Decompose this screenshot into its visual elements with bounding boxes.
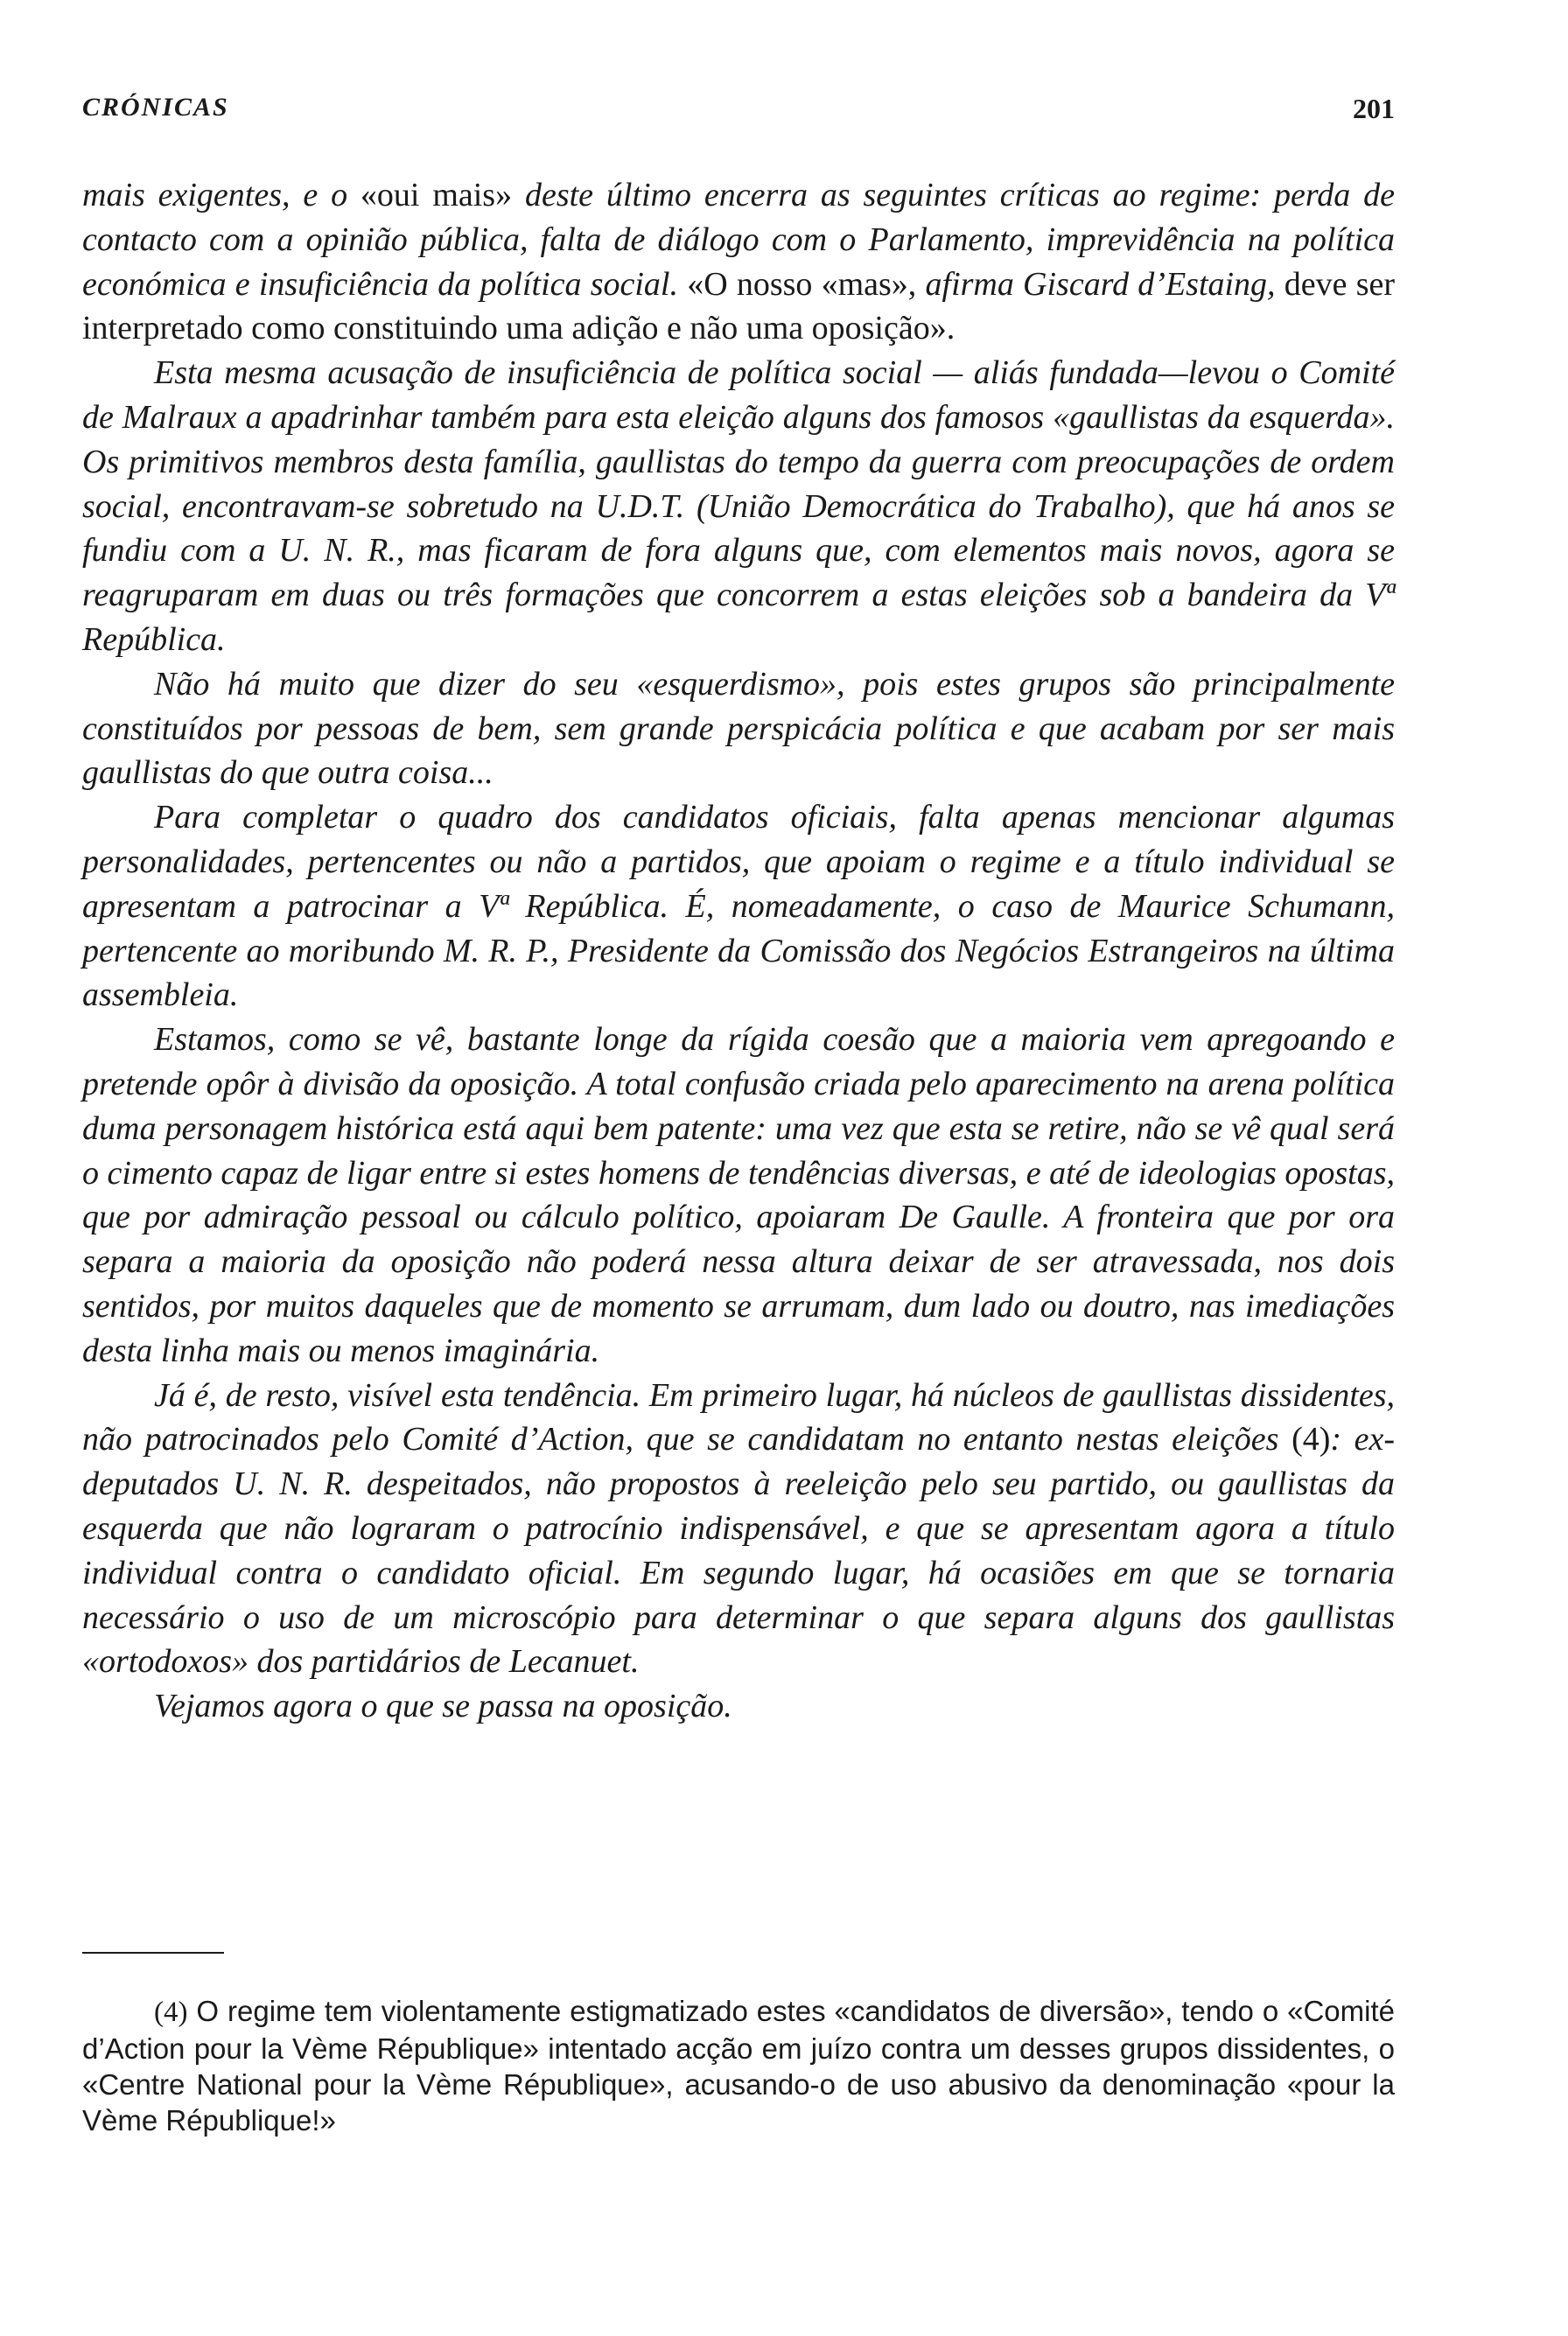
paragraph-1-part-f: deve ser interpretado como constituindo uma adição e não uma oposição». [82, 265, 1396, 347]
running-head [82, 84, 1395, 128]
paragraph-1 [82, 173, 1395, 351]
paragraph-4: Para completar o quadro dos candidatos oficiais, falta apenas mencionar algumas personalidades, pertencentes ou não a partidos, que apoiam o regime e a título individual se apresentam a patrocinar a Vª República. É, nomeadamente, o caso de Maurice Schumann, pertencente ao moribundo M. R. P., Presidente da Comissão dos Negócios Estrangeiros na última assembleia. [82, 799, 1395, 1014]
paragraph-1-part-c: deste último encerra as seguintes críticas ao regime: perda de contacto com a opinião pública, falta de diálogo com o Parlamento, imprevidência na política económica e insuficiência da política social. [82, 177, 1396, 303]
paragraph-6 [82, 1374, 1395, 1685]
footnote-paragraph [82, 1993, 1395, 2138]
paragraph-1-part-e: afirma Giscard d’Estaing, [925, 265, 1284, 303]
footnote-reference: (4) [1292, 1421, 1331, 1458]
paragraph-1-quote-oui-mais: «oui mais» [360, 177, 513, 213]
paragraph-2: Esta mesma acusação de insuficiência de política social — aliás fundada—levou o Comité de Malraux a apadrinhar também para esta eleição alguns dos famosos «gaullistas da esquerda». Os primitivos membros desta família, gaullistas do tempo da guerra com preocupações de ordem social, encontravam-se sobretudo na U.D.T. (União Democrática do Trabalho), que há anos se fundiu com a U. N. R., mas ficaram de fora alguns que, com elementos mais novos, agora se reagruparam em duas ou três formações que concorrem a estas eleições sob a bandeira da Vª República. [82, 354, 1395, 658]
footnote-marker: (4) [154, 1997, 188, 2028]
paragraph-6-part-a: Já é, de resto, visível esta tendência. Em primeiro lugar, há núcleos de gaullistas dissidentes, não patrocinados pelo Comité d’Action, que se candidatam no entanto nestas eleições [82, 1376, 1395, 1458]
footnote-text: O regime tem violentamente estigmatizado estes «candidatos de diversão», tendo o «Comité d’Action pour la Vème République» intentado acção em juízo contra um desses grupos dissidentes, o «Centre National pour la Vème République», acusando-o de uso abusivo da denominação «pour la Vème République!» [82, 1995, 1395, 2137]
document-page [82, 84, 1395, 2271]
footnote [82, 1993, 1395, 2138]
paragraph-7: Vejamos agora o que se passa na oposição. [154, 1688, 732, 1725]
section-title: CRÓNICAS [82, 93, 229, 122]
footnote-separator [82, 1952, 224, 1954]
paragraph-1-part-a: mais exigentes, e o [82, 177, 360, 213]
page-number: 201 [1353, 93, 1395, 124]
paragraph-5: Estamos, como se vê, bastante longe da rígida coesão que a maioria vem apregoando e pretende opôr à divisão da oposição. A total confusão criada pelo aparecimento na arena política duma personagem histórica está aqui bem patente: uma vez que esta se retire, não se vê qual será o cimento capaz de ligar entre si estes homens de tendências diversas, e até de ideologias opostas, que por admiração pessoal ou cálculo político, apoiaram De Gaulle. A fronteira que por ora separa a maioria da oposição não poderá nessa altura deixar de ser atravessada, nos dois sentidos, por muitos daqueles que de momento se arrumam, dum lado ou doutro, nas imediações desta linha mais ou menos imaginária. [82, 1021, 1395, 1369]
body-text [82, 173, 1395, 1729]
paragraph-6-part-b: : ex-deputados U. N. R. despeitados, não propostos à reeleição pelo seu partido, ou gaullistas da esquerda que não lograram o patrocínio indispensável, e que se apresentam agora a título individual contra o candidato oficial. Em segundo lugar, há ocasiões em que se tornaria necessário o uso de um microscópio para determinar o que separa alguns dos gaullistas «ortodoxos» dos partidários de Lecanuet. [82, 1421, 1396, 1681]
paragraph-3: Não há muito que dizer do seu «esquerdismo», pois estes grupos são principalmente constituídos por pessoas de bem, sem grande perspicácia política e que acabam por ser mais gaullistas do que outra coisa... [82, 665, 1395, 792]
paragraph-1-quote-mas: «O nosso «mas», [687, 265, 926, 303]
